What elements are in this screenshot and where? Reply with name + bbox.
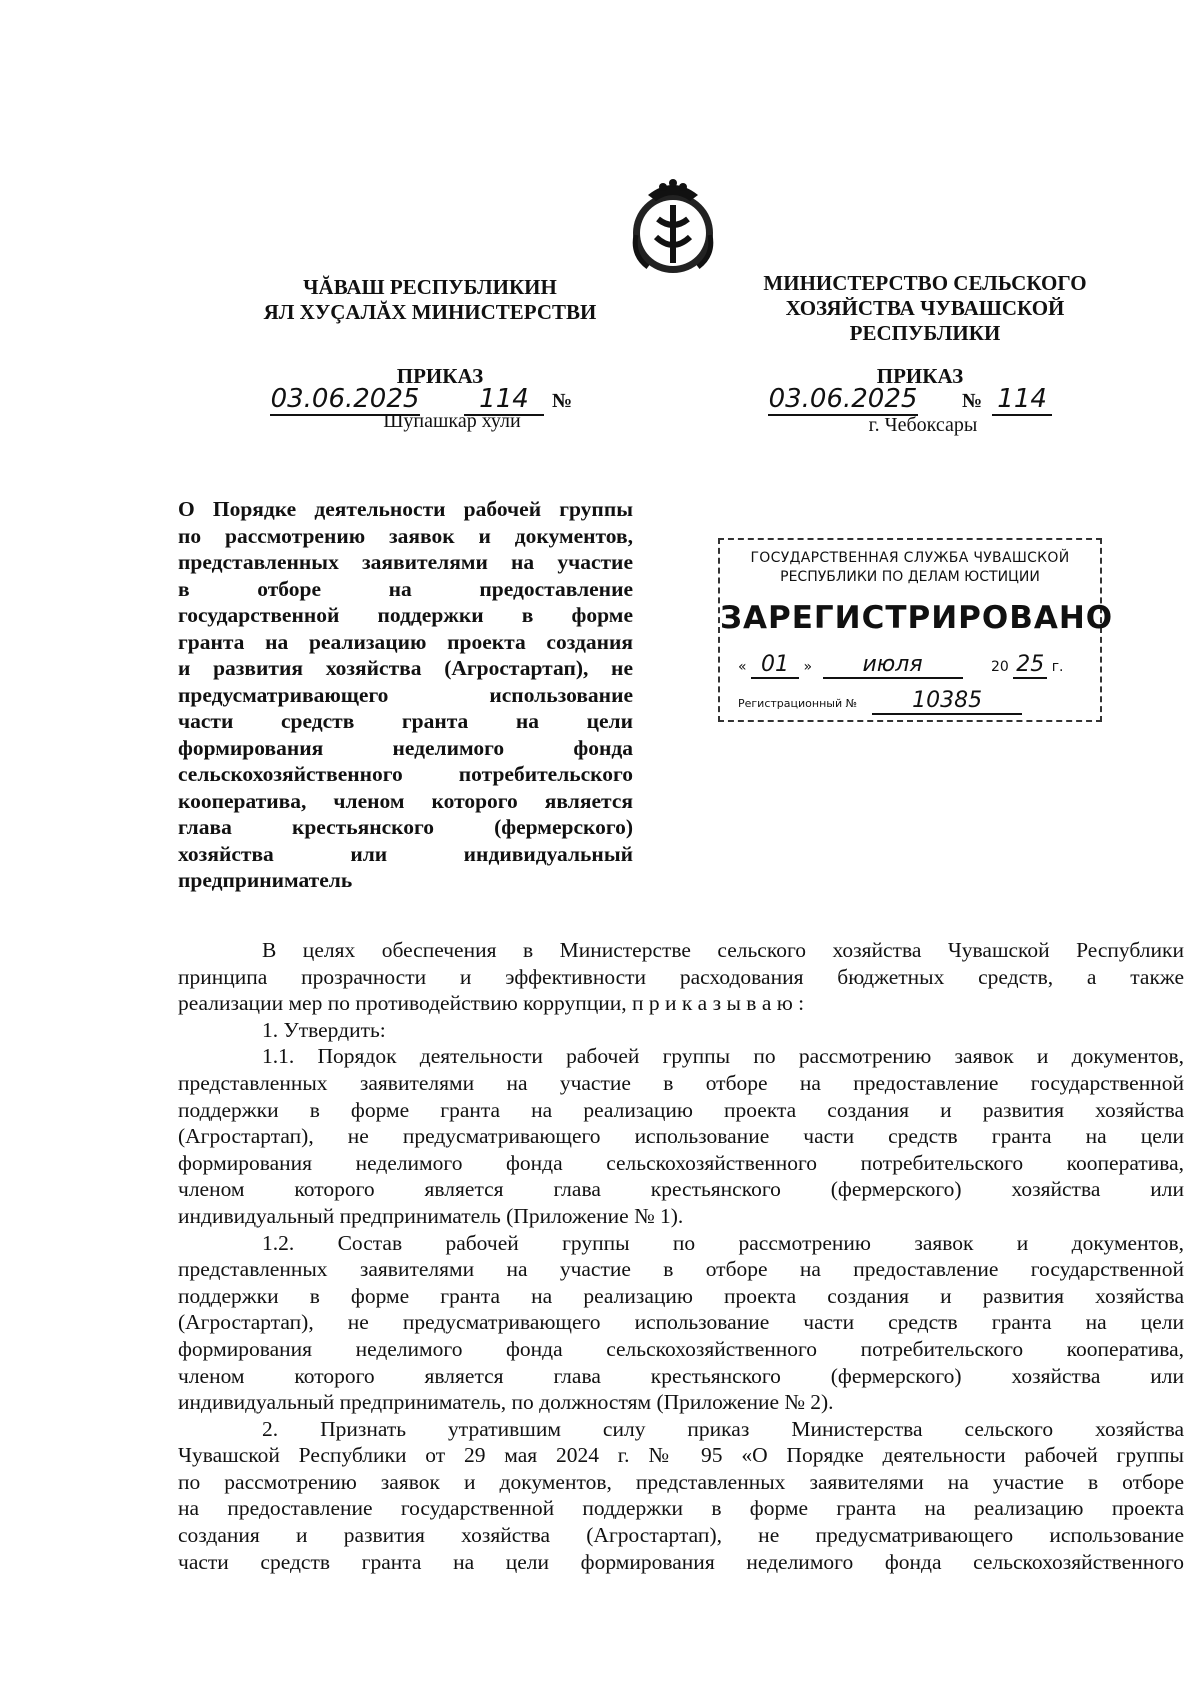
body-line: (Агростартап), не предусматривающего использование части средств гранта на цели [178,1310,1184,1335]
stamp-reg-label: Регистрационный № [738,697,858,710]
body-line: формирования неделимого фонда сельскохозяйственного потребительского кооператива, [178,1336,1184,1361]
stamp-year-prefix: 20 [990,659,1009,675]
title-line: хозяйства или индивидуальный [178,841,633,866]
stamp-org-line-2: РЕСПУБЛИКИ ПО ДЕЛАМ ЮСТИЦИИ [780,569,1040,585]
title-line: формирования неделимого фонда [178,735,633,760]
right-org-line-3: РЕСПУБЛИКИ [849,321,1001,345]
stamp-month: июля [823,652,963,679]
right-org-line-2: ХОЗЯЙСТВА ЧУВАШСКОЙ [785,296,1065,320]
title-line: государственной поддержки в форме [178,603,633,627]
body-line: поддержки в форме гранта на реализацию проекта создания и развития хозяйства [178,1283,1184,1308]
left-org-name [240,275,620,325]
body-line: поддержки в форме гранта на реализацию проекта создания и развития хозяйства [178,1097,1184,1122]
left-order-label: ПРИКАЗ [396,364,484,388]
stamp-status: ЗАРЕГИСТРИРОВАНО [720,600,1114,636]
body-line: (Агростартап), не предусматривающего использование части средств гранта на цели [178,1124,1184,1149]
title-line: кооператива, членом которого является [178,788,633,813]
body-line: принципа прозрачности и эффективности расходования бюджетных средств, а также [178,964,1184,989]
title-line: по рассмотрению заявок и документов, [178,523,633,548]
right-city: г. Чебоксары [868,414,978,436]
body-line: представленных заявителями на участие в отборе на предоставление государственной [178,1257,1184,1282]
body-line: индивидуальный предприниматель, по должностям (Приложение № 2). [178,1390,834,1415]
right-number-sign: № [962,390,983,412]
right-order-label: ПРИКАЗ [876,364,964,388]
stamp-year-suffix: 25 [1013,652,1047,679]
left-number-sign: № [552,390,573,412]
title-line: гранта на реализацию проекта создания [178,629,633,654]
stamp-year-unit: г. [1051,659,1064,675]
body-line: членом которого является глава крестьянского (фермерского) хозяйства или [178,1363,1184,1388]
order-body-text [178,937,1184,1575]
registration-stamp [718,538,1114,722]
right-org-line-1: МИНИСТЕРСТВО СЕЛЬСКОГО [763,271,1087,295]
title-line: предприниматель [178,868,353,892]
body-line: В целях обеспечения в Министерстве сельского хозяйства Чувашской Республики [262,938,1184,962]
title-line: О Порядке деятельности рабочей группы [178,497,633,521]
left-order-number: 114 [464,384,544,416]
left-org-line-1: ЧĂВАШ РЕСПУБЛИКИН [303,275,557,299]
stamp-reg-number: 10385 [872,688,1022,715]
body-line: по рассмотрению заявок и документов, представленных заявителями на участие в отборе [178,1469,1184,1494]
body-line: части средств гранта на цели формирования неделимого фонда сельскохозяйственного [178,1549,1184,1574]
body-line: 2. Признать утратившим силу приказ Министерства сельского хозяйства [262,1416,1184,1441]
body-line: реализации мер по противодействию коррупции, п р и к а з ы в а ю : [178,991,805,1016]
title-line: в отборе на предоставление [178,576,633,601]
body-line: формирования неделимого фонда сельскохозяйственного потребительского кооператива, [178,1150,1184,1175]
body-line: создания и развития хозяйства (Агростартап), не предусматривающего использование [178,1523,1184,1548]
body-line: представленных заявителями на участие в отборе на предоставление государственной [178,1070,1184,1095]
right-org-name [735,271,1115,346]
body-line: 1. Утвердить: [262,1017,386,1042]
left-org-line-2: ЯЛ ХУÇАЛĂХ МИНИСТЕРСТВИ [263,300,597,324]
order-title [178,496,633,894]
title-line: представленных заявителями на участие [178,550,633,574]
left-order-date: 03.06.2025 [270,384,420,414]
right-order-number: 114 [992,384,1052,416]
body-line: индивидуальный предприниматель (Приложение № 1). [178,1203,684,1228]
title-line: сельскохозяйственного потребительского [178,762,633,786]
title-line: части средств гранта на цели [178,709,633,733]
title-line: глава крестьянского (фермерского) [178,815,633,839]
stamp-reg-row [738,688,1088,715]
stamp-date-row: « 01 » июля 20 25 г. [738,652,1064,677]
right-order-date-number [768,384,1108,416]
title-line: и развития хозяйства (Агростартап), не [178,656,633,680]
body-line: членом которого является глава крестьянского (фермерского) хозяйства или [178,1177,1184,1202]
body-line: 1.2. Состав рабочей группы по рассмотрению заявок и документов, [262,1230,1184,1255]
stamp-org-line-1: ГОСУДАРСТВЕННАЯ СЛУЖБА ЧУВАШСКОЙ [750,550,1070,566]
body-line: 1.1. Порядок деятельности рабочей группы по рассмотрению заявок и документов, [262,1044,1184,1069]
body-line: на предоставление государственной поддержки в форме гранта на реализацию проекта [178,1496,1184,1521]
right-order-date: 03.06.2025 [768,384,918,414]
left-city: Шупашкар хули [383,410,521,432]
coat-of-arms-emblem [618,175,728,277]
title-line: предусматривающего использование [178,682,633,707]
body-line: Чувашской Республики от 29 мая 2024 г. № 95 «О Порядке деятельности рабочей группы [178,1443,1184,1468]
stamp-day: 01 [751,652,799,679]
